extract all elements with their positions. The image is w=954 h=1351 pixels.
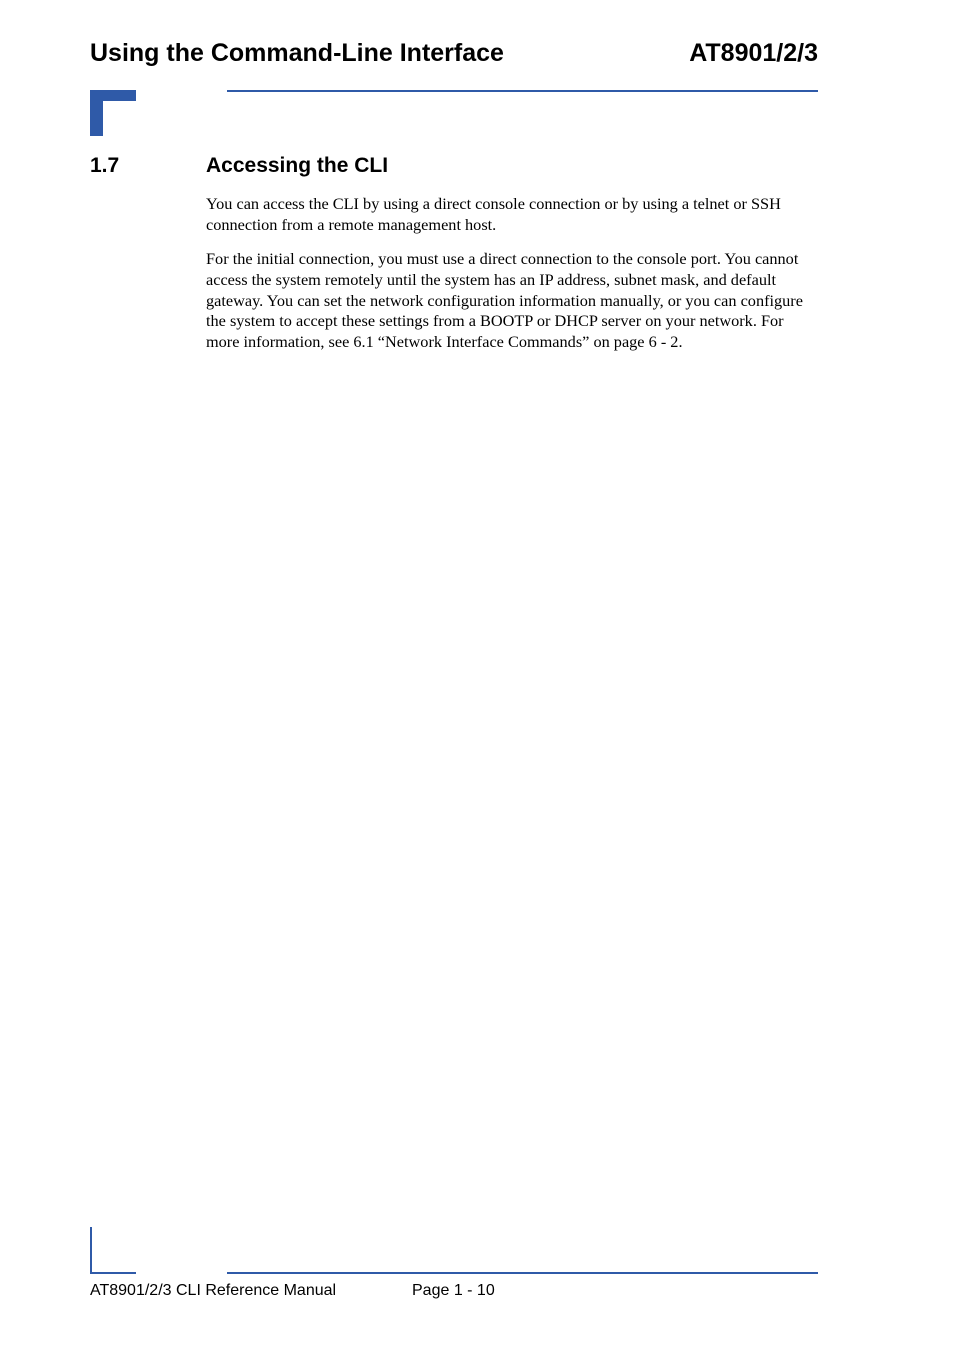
footer-page-number: Page 1 - 10: [412, 1282, 495, 1299]
body-paragraph: You can access the CLI by using a direct console connection or by using a telnet or SSH connection from a remote management host.: [206, 194, 781, 234]
footer-manual-name: AT8901/2/3 CLI Reference Manual: [90, 1282, 337, 1299]
footer-bracket-horizontal: [90, 1272, 136, 1274]
corner-bracket-vertical: [90, 90, 103, 136]
page-header-model: AT8901/2/3: [689, 39, 818, 67]
footer-bracket-vertical: [90, 1227, 92, 1274]
footer-divider: [227, 1272, 818, 1274]
header-divider: [227, 90, 818, 92]
body-paragraph: For the initial connection, you must use a direct connection to the console port. You cannot access the system remotely until the system has an IP address, subnet mask, and default gateway. You can set the network configuration information manually, or you can configure the system to accept these settings from a BOOTP or DHCP server on your network. For more information, see 6.1 “Network Interface Commands” on page 6 - 2.: [206, 249, 803, 352]
corner-bracket-mark: [90, 90, 136, 136]
section-number: 1.7: [90, 154, 120, 177]
page-header-title: Using the Command-Line Interface: [90, 39, 504, 67]
section-title: Accessing the CLI: [206, 154, 389, 177]
